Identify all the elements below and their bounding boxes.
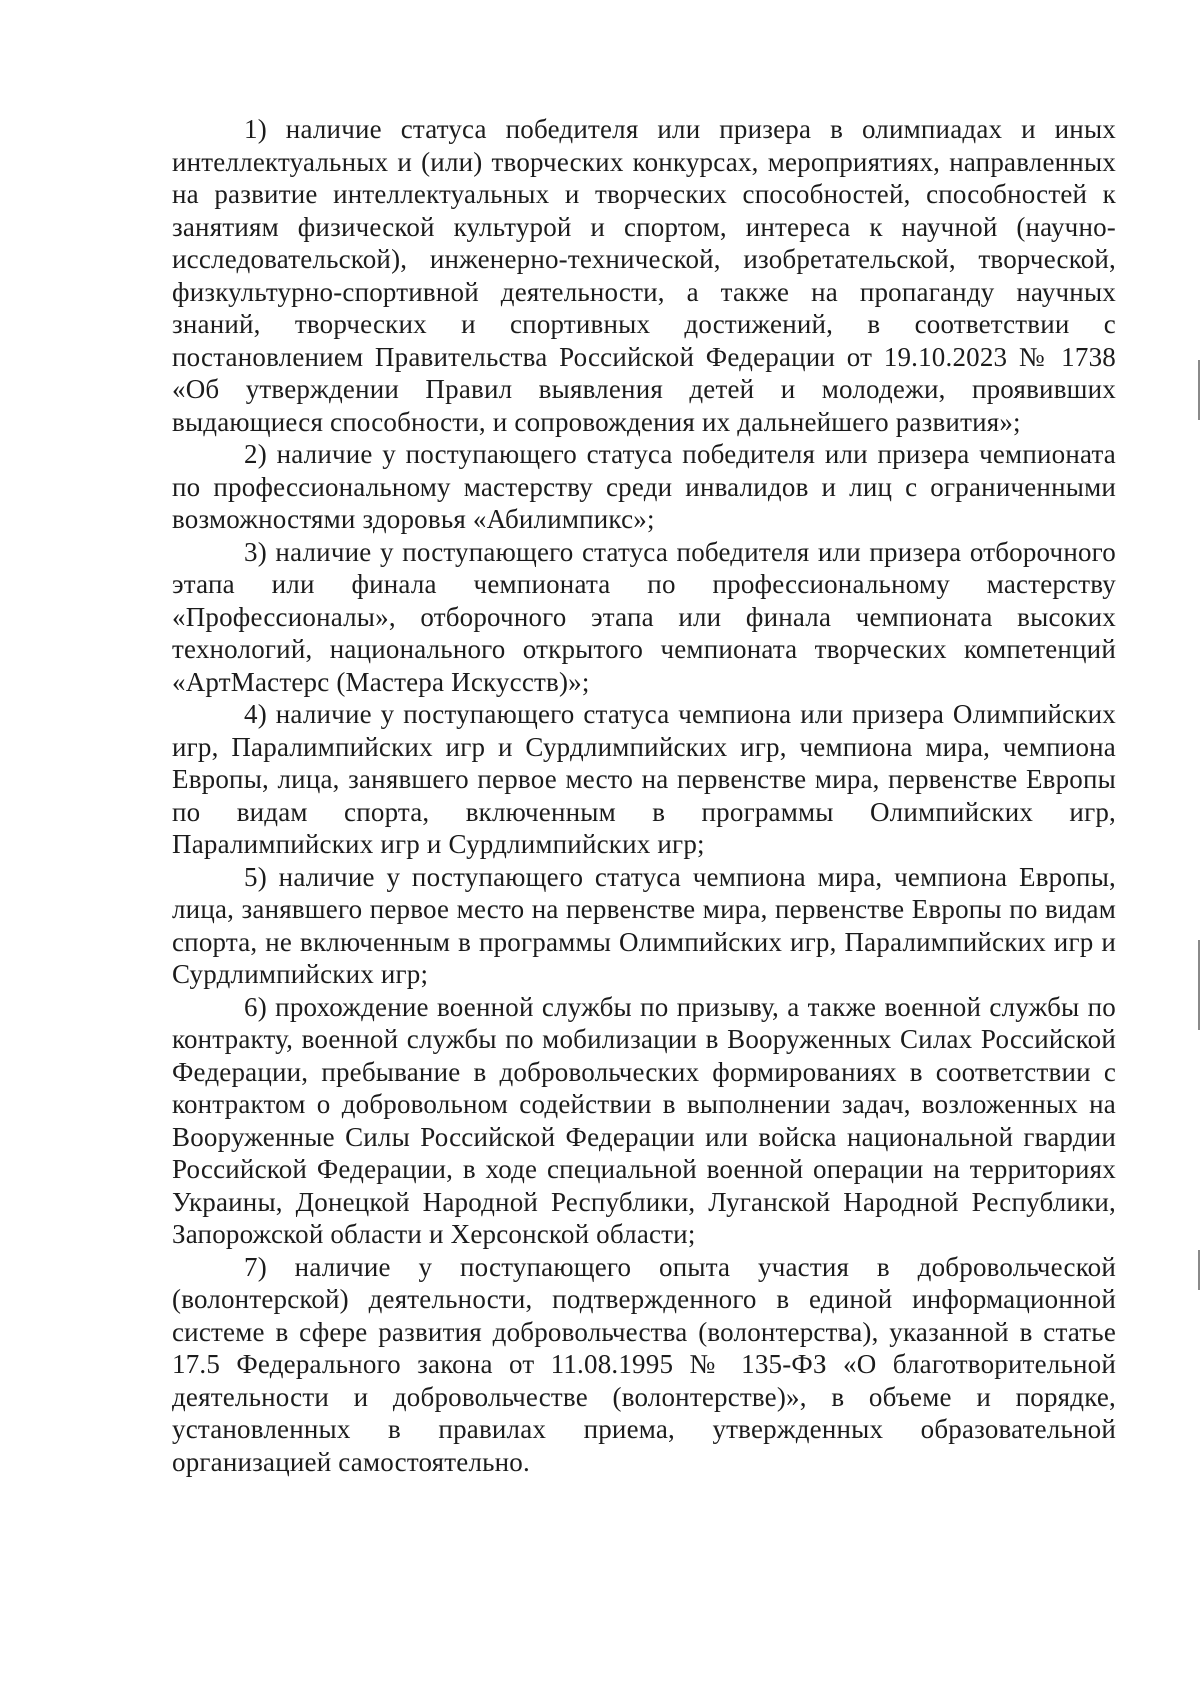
- paragraph-item-6: 6) прохождение военной службы по призыву, а также военной службы по контракту, военной службы по мобилизации в Вооруженных Силах Российской Федерации, пребывание в добровольческих формированиях в соответствии с контрактом о добровольном содействии в выполнении задач, возложенных на Вооруженные Силы Российской Федерации или войска национальной гвардии Российской Федерации, в ходе специальной военной операции на территориях Украины, Донецкой Народной Республики, Луганской Народной Республики, Запорожской области и Херсонской области;: [172, 991, 1116, 1249]
- paragraph-item-1: 1) наличие статуса победителя или призера в олимпиадах и иных интеллектуальных и (или) творческих конкурсах, мероприятиях, направленных на развитие интеллектуальных и творческих способностей, способностей к занятиям физической культурой и спортом, интереса к научной (научно-исследовательской), инженерно-технической, изобретательской, творческой, физкультурно-спортивной деятельности, а также на пропаганду научных знаний, творческих и спортивных достижений, в соответствии с постановлением Правительства Российской Федерации от 19.10.2023 № 1738 «Об утверждении Правил выявления детей и молодежи, проявивших выдающиеся способности, и сопровождения их дальнейшего развития»;: [172, 114, 1116, 437]
- paragraph-item-5: 5) наличие у поступающего статуса чемпиона мира, чемпиона Европы, лица, занявшего первое место на первенстве мира, первенстве Европы по видам спорта, не включенным в программы Олимпийских игр, Паралимпийских игр и Сурдлимпийских игр;: [172, 861, 1116, 989]
- paragraph-item-3: 3) наличие у поступающего статуса победителя или призера отборочного этапа или финала чемпионата по профессиональному мастерству «Профессионалы», отборочного этапа или финала чемпионата высоких технологий, национального открытого чемпионата творческих компетенций «АртМастерс (Мастера Искусств)»;: [172, 536, 1116, 697]
- paragraph-item-4: 4) наличие у поступающего статуса чемпиона или призера Олимпийских игр, Паралимпийских игр и Сурдлимпийских игр, чемпиона мира, чемпиона Европы, лица, занявшего первое место на первенстве мира, первенстве Европы по видам спорта, включенным в программы Олимпийских игр, Паралимпийских игр и Сурдлимпийских игр;: [172, 699, 1116, 859]
- paragraph-item-7: 7) наличие у поступающего опыта участия в добровольческой (волонтерской) деятельности, подтвержденного в единой информационной системе в сфере развития добровольчества (волонтерства), указанной в статье 17.5 Федерального закона от 11.08.1995 № 135-ФЗ «О благотворительной деятельности и добровольчестве (волонтерстве)», в объеме и порядке, установленных в правилах приема, утвержденных образовательной организацией самостоятельно.: [172, 1251, 1116, 1477]
- paragraph-item-2: 2) наличие у поступающего статуса победителя или призера чемпионата по профессиональному мастерству среди инвалидов и лиц с ограниченными возможностями здоровья «Абилимпикс»;: [172, 439, 1116, 534]
- document-body: [172, 113, 1116, 1478]
